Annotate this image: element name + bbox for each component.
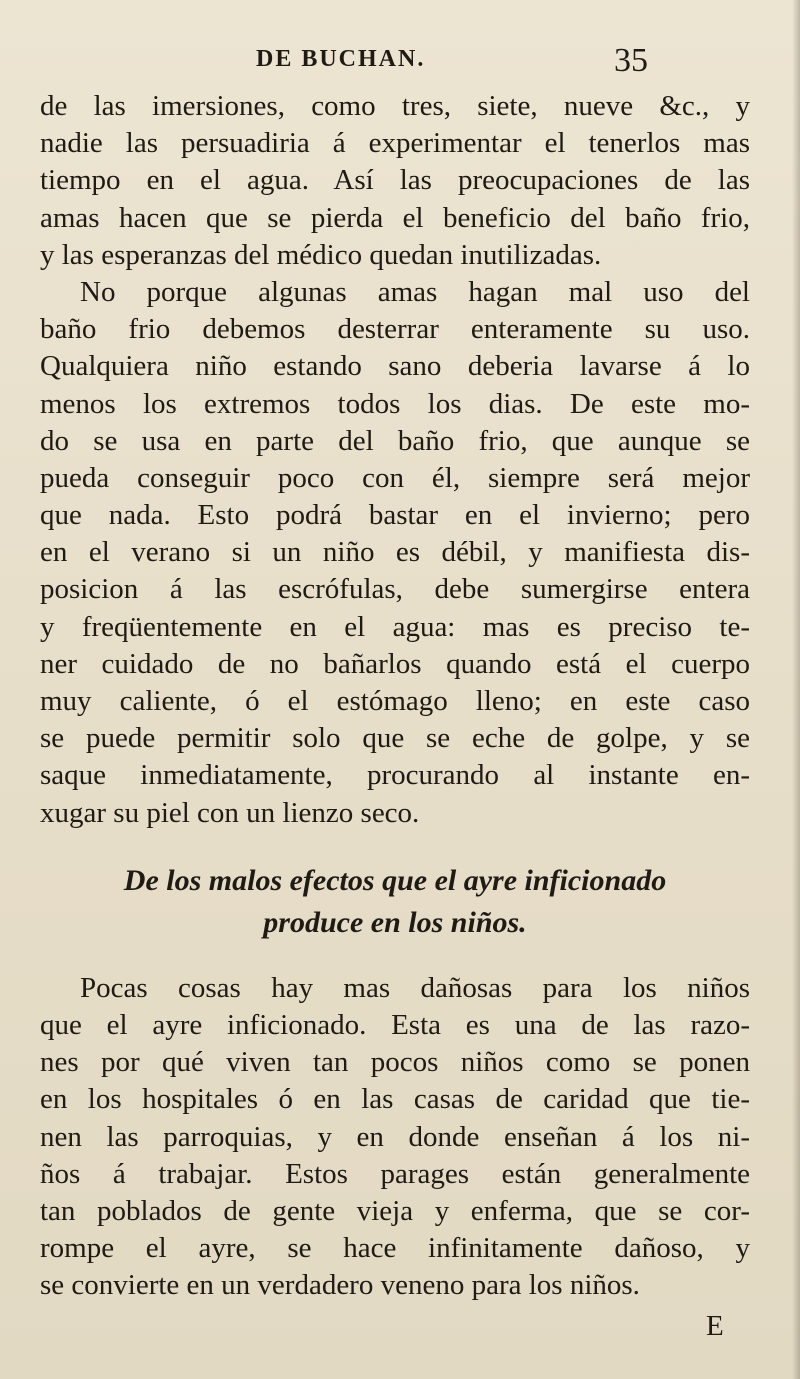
- body-text: [40, 88, 750, 1304]
- text-line: xugar su piel con un lienzo seco.: [40, 796, 420, 829]
- text-line: posicion á las escrófulas, debe sumergirse entera: [40, 573, 750, 606]
- text-line: amas hacen que se pierda el beneficio del baño frio,: [40, 201, 750, 234]
- text-line: tiempo en el agua. Así las preocupaciones de las: [40, 164, 750, 197]
- text-line: que nada. Esto podrá bastar en el invierno; pero: [40, 499, 750, 532]
- section-heading: [40, 860, 750, 944]
- text-line: se convierte en un verdadero veneno para los niños.: [40, 1269, 640, 1302]
- text-line: nadie las persuadiria á experimentar el tenerlos mas: [40, 127, 750, 160]
- text-line: se puede permitir solo que se eche de golpe, y se: [40, 722, 750, 755]
- text-line: nes por qué viven tan pocos niños como se ponen: [40, 1046, 750, 1079]
- text-line: y las esperanzas del médico quedan inutilizadas.: [40, 238, 602, 271]
- text-line: muy caliente, ó el estómago lleno; en este caso: [40, 685, 750, 717]
- text-line: ños á trabajar. Estos parages están generalmente: [40, 1157, 750, 1190]
- text-line: que el ayre inficionado. Esta es una de las razo-: [40, 1008, 750, 1041]
- text-line: y freqüentemente en el agua: mas es preciso te-: [40, 610, 750, 643]
- page-header: [0, 42, 800, 90]
- page-edge-shadow: [792, 0, 800, 1379]
- text-line: de las imersiones, como tres, siete, nueve &c., y: [40, 90, 750, 122]
- paragraph-1: [40, 88, 750, 274]
- text-line: menos los extremos todos los dias. De este mo-: [40, 387, 750, 420]
- text-line: saque inmediatamente, procurando al instante en-: [40, 759, 750, 792]
- catchword: E: [706, 1310, 724, 1342]
- text-line: baño frio debemos desterrar enteramente su uso.: [40, 313, 750, 346]
- text-line: Qualquiera niño estando sano deberia lavarse á lo: [40, 350, 750, 383]
- text-line: do se usa en parte del baño frio, que aunque se: [40, 424, 750, 457]
- text-line: rompe el ayre, se hace infinitamente dañoso, y: [40, 1232, 750, 1265]
- text-line: Pocas cosas hay mas dañosas para los niños: [80, 971, 750, 1004]
- text-line: No porque algunas amas hagan mal uso del: [80, 275, 750, 308]
- text-line: ner cuidado de no bañarlos quando está el cuerpo: [40, 647, 750, 680]
- paragraph-3: [40, 970, 750, 1305]
- text-line: pueda conseguir poco con él, siempre será mejor: [40, 461, 750, 494]
- page-number: 35: [614, 42, 648, 79]
- section-heading-line: produce en los niños.: [263, 905, 527, 939]
- text-line: en los hospitales ó en las casas de caridad que tie-: [40, 1083, 750, 1116]
- running-head: DE BUCHAN.: [256, 46, 426, 72]
- text-line: en el verano si un niño es débil, y manifiesta dis-: [40, 536, 750, 569]
- section-heading-line: De los malos efectos que el ayre inficionado: [123, 863, 667, 897]
- paragraph-2: [40, 274, 750, 832]
- text-line: nen las parroquias, y en donde enseñan á los ni-: [40, 1120, 750, 1153]
- text-line: tan poblados de gente vieja y enferma, que se cor-: [40, 1194, 750, 1227]
